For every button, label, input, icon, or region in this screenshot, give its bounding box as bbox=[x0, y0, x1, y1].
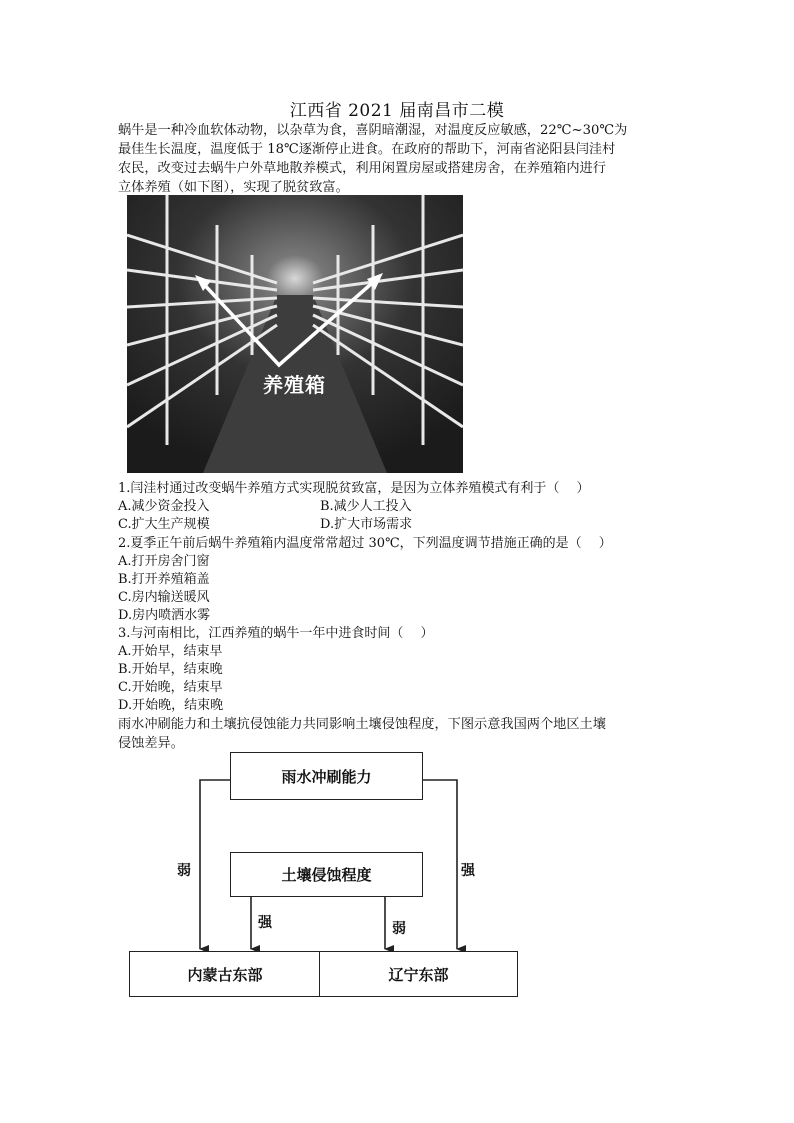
question-1-option-c: C.扩大生产规模 bbox=[118, 517, 210, 532]
question-2-option-a: A.打开房舍门窗 bbox=[118, 554, 210, 569]
question-3-stem: 3.与河南相比，江西养殖的蜗牛一年中进食时间（ ） bbox=[118, 626, 434, 641]
label-left-inner: 强 bbox=[258, 915, 272, 931]
question-2-stem: 2.夏季正午前后蜗牛养殖箱内温度常常超过 30℃，下列温度调节措施正确的是（ ） bbox=[118, 536, 612, 551]
question-2-option-d: D.房内喷洒水雾 bbox=[118, 608, 211, 623]
intro2-line-2: 侵蚀差异。 bbox=[118, 736, 184, 751]
question-3-option-d: D.开始晚，结束晚 bbox=[118, 698, 224, 713]
intro-line-3: 农民，改变过去蜗牛户外草地散养模式，利用闲置房屋或搭建房舍，在养殖箱内进行 bbox=[118, 161, 606, 176]
soil-erosion-degree-box: 土壤侵蚀程度 bbox=[230, 852, 423, 897]
question-3-option-a: A.开始早，结束早 bbox=[118, 644, 223, 659]
label-left-outer: 弱 bbox=[177, 863, 191, 879]
question-1-stem: 1.闫洼村通过改变蜗牛养殖方式实现脱贫致富，是因为立体养殖模式有利于（ ） bbox=[118, 481, 590, 496]
intro-line-2: 最佳生长温度，温度低于 18℃逐渐停止进食。在政府的帮助下，河南省泌阳县闫洼村 bbox=[118, 142, 616, 157]
label-right-inner: 弱 bbox=[392, 921, 406, 937]
label-right-outer: 强 bbox=[461, 863, 475, 879]
breeding-box-label: 养殖箱 bbox=[263, 373, 326, 397]
question-1-option-d: D.扩大市场需求 bbox=[320, 517, 413, 532]
intro-line-1: 蜗牛是一种冷血软体动物，以杂草为食，喜阴暗潮湿，对温度反应敏感，22℃~30℃为 bbox=[118, 123, 628, 138]
intro-line-4: 立体养殖（如下图），实现了脱贫致富。 bbox=[118, 180, 349, 195]
question-2-option-c: C.房内输送暖风 bbox=[118, 590, 210, 605]
exam-title: 江西省 2021 届南昌市二模 bbox=[289, 101, 505, 121]
liaoning-east-box: 辽宁东部 bbox=[319, 951, 518, 997]
question-1-option-b: B.减少人工投入 bbox=[320, 499, 412, 514]
intro2-line-1: 雨水冲刷能力和土壤抗侵蚀能力共同影响土壤侵蚀程度，下图示意我国两个地区土壤 bbox=[118, 717, 606, 732]
breeding-box-photo bbox=[127, 195, 463, 473]
rain-erosion-box: 雨水冲刷能力 bbox=[230, 752, 423, 800]
question-3-option-b: B.开始早，结束晚 bbox=[118, 662, 223, 677]
question-1-option-a: A.减少资金投入 bbox=[118, 499, 210, 514]
soil-erosion-diagram bbox=[127, 752, 522, 1002]
question-2-option-b: B.打开养殖箱盖 bbox=[118, 572, 210, 587]
inner-mongolia-east-box: 内蒙古东部 bbox=[129, 951, 321, 997]
question-3-option-c: C.开始晚，结束早 bbox=[118, 680, 223, 695]
